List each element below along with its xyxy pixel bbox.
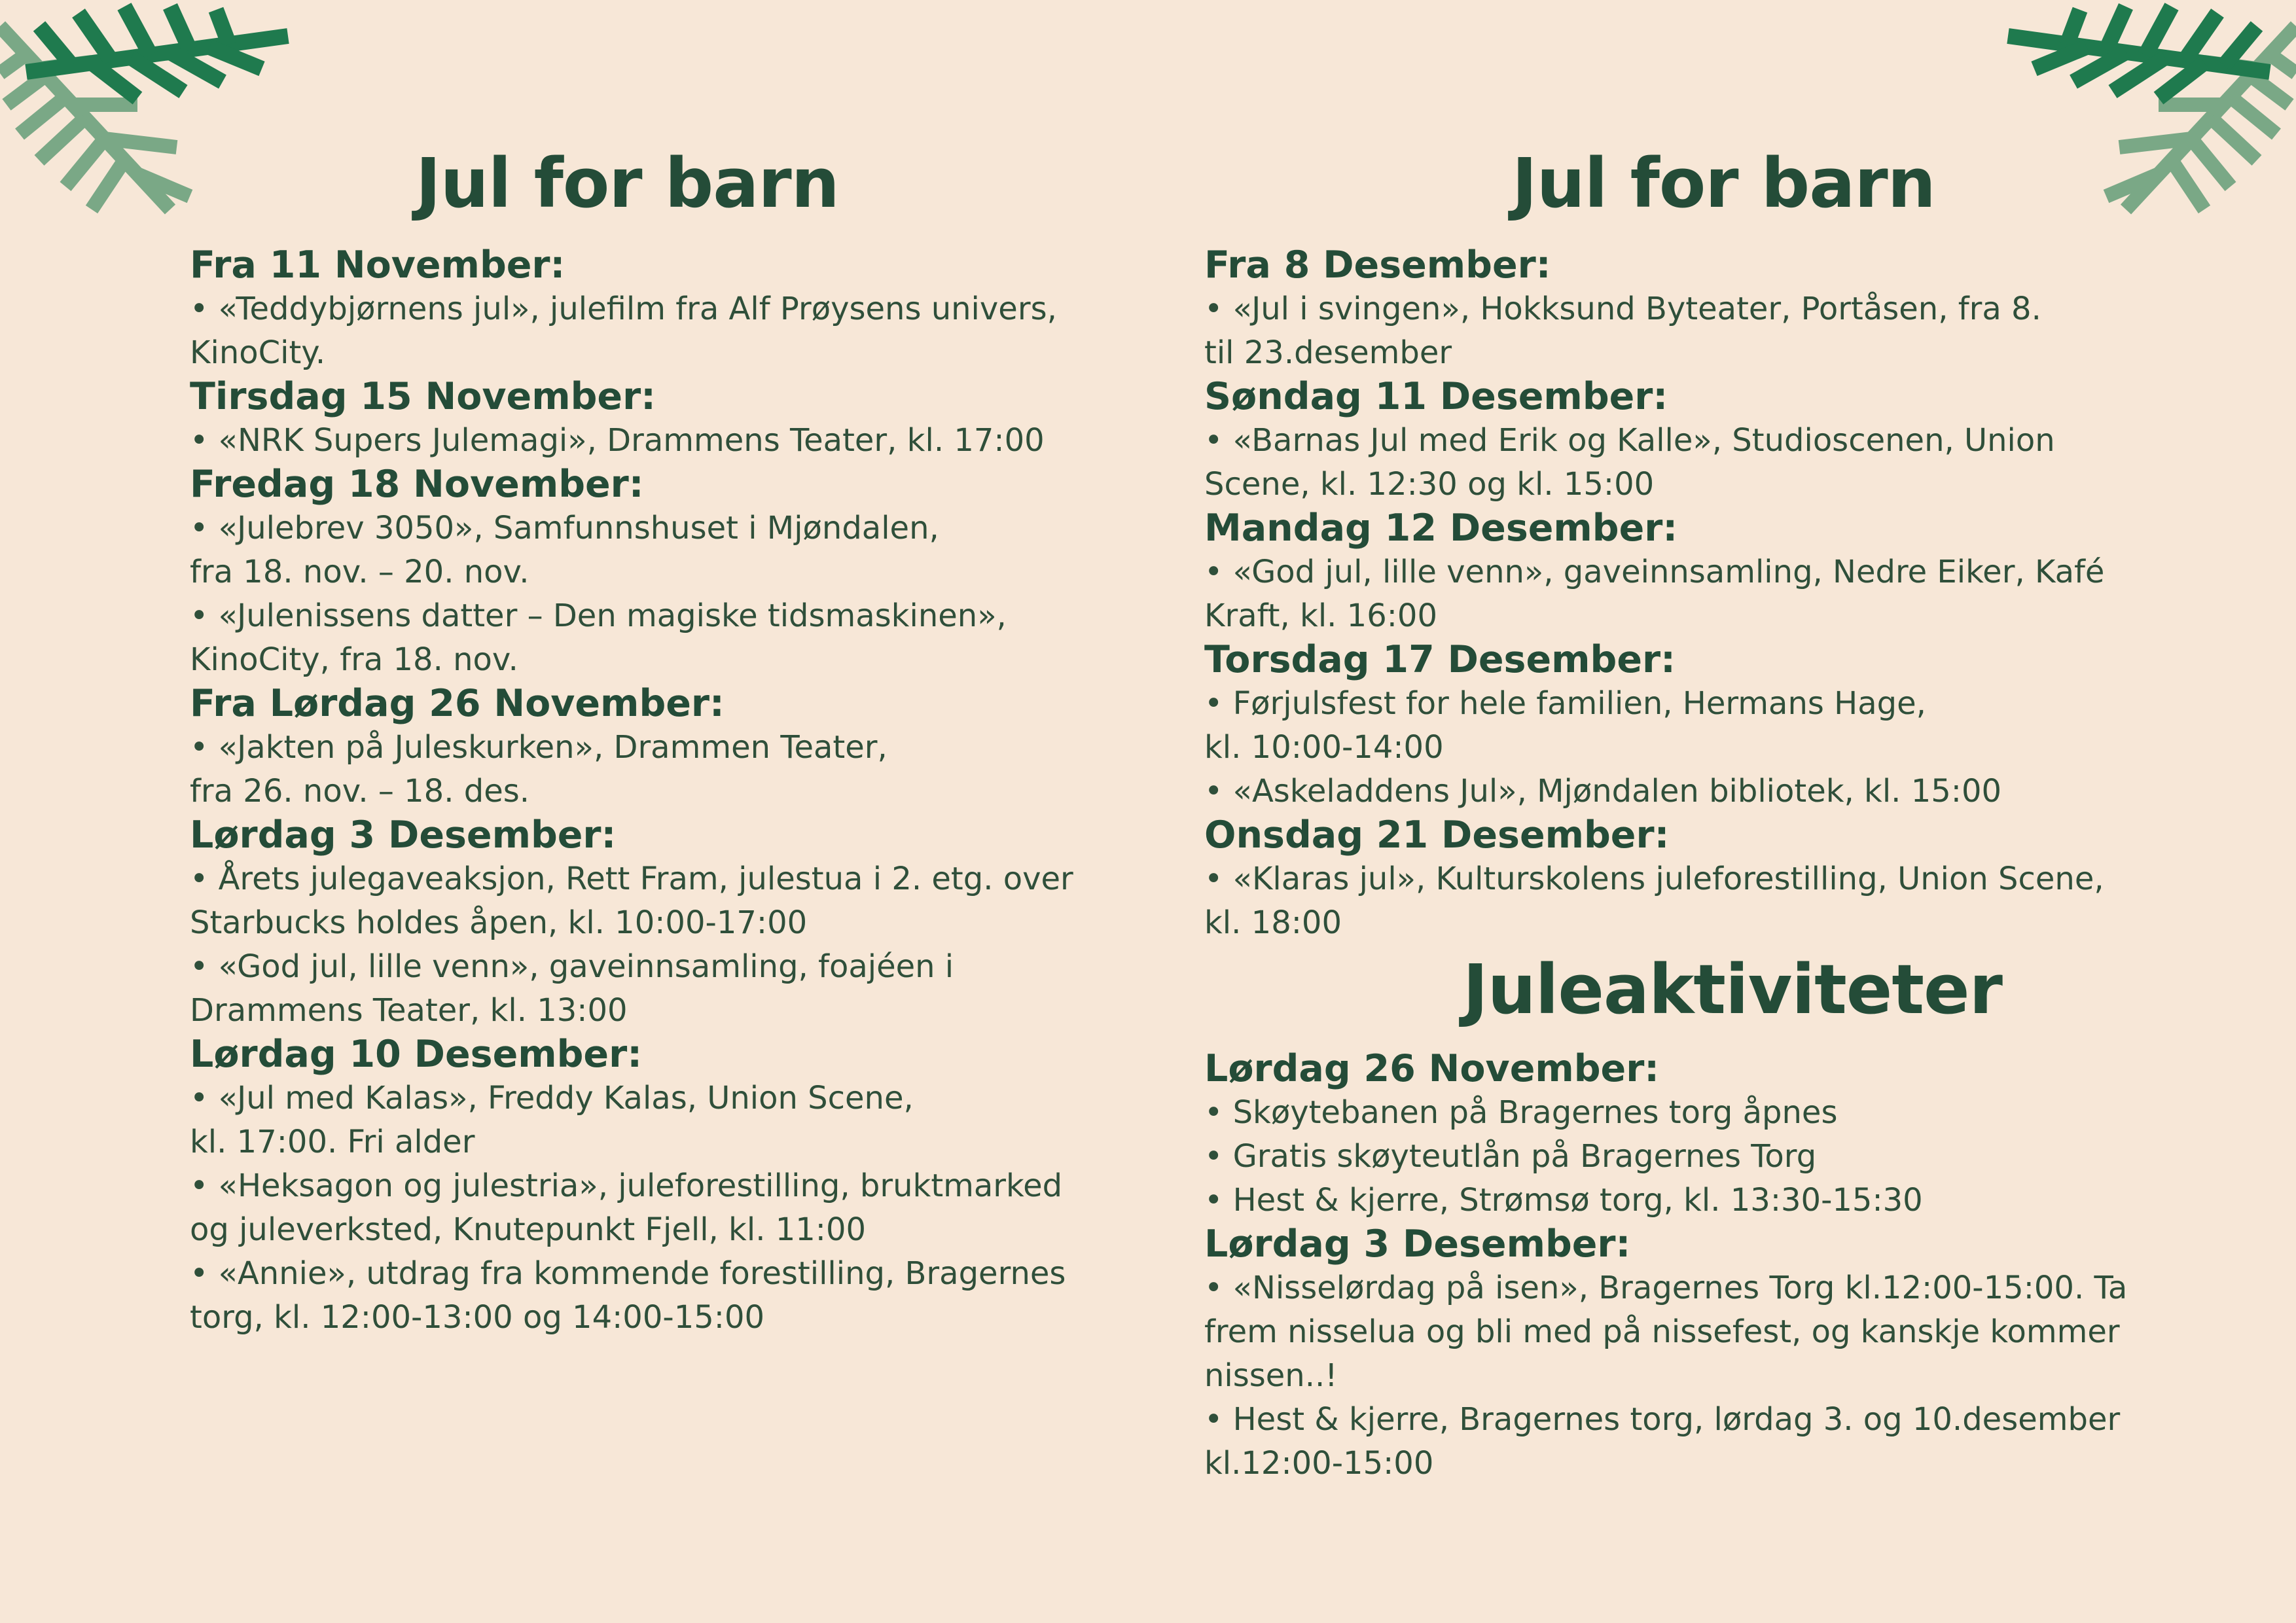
- section-date-heading: Fra 8 Desember:: [1204, 243, 1551, 287]
- section-date-heading: Torsdag 17 Desember:: [1204, 638, 1676, 681]
- event-item: • «Annie», utdrag fra kommende forestilling, Bragernes torg, kl. 12:00-13:00 og 14:00-15:00: [190, 1255, 1066, 1336]
- activities-heading: Juleaktiviteter: [1463, 950, 2002, 1029]
- event-item: • Hest & kjerre, Bragernes torg, lørdag 3. og 10.desember kl.12:00-15:00: [1204, 1401, 2121, 1482]
- section-date-heading: Fra Lørdag 26 November:: [190, 682, 725, 725]
- activities-list: [1204, 1047, 2127, 1486]
- left-event-list: [190, 243, 1073, 1340]
- event-item: • «Nisselørdag på isen», Bragernes Torg kl.12:00-15:00. Ta frem nisselua og bli med på nissefest, og kanskje kommer nissen..!: [1204, 1270, 2128, 1394]
- section-date-heading: Mandag 12 Desember:: [1204, 507, 1678, 550]
- right-heading: Jul for barn: [1512, 143, 1935, 223]
- section-date-heading: Fredag 18 November:: [190, 463, 644, 506]
- section-date-heading: Fra 11 November:: [190, 243, 565, 287]
- event-item: • «Askeladdens Jul», Mjøndalen bibliotek, kl. 15:00: [1204, 773, 2002, 810]
- left-heading: Jul for barn: [416, 143, 839, 223]
- section-date-heading: Søndag 11 Desember:: [1204, 375, 1668, 418]
- event-item: • «Barnas Jul med Erik og Kalle», Studioscenen, Union Scene, kl. 12:30 og kl. 15:00: [1204, 422, 2055, 503]
- event-item: • Skøytebanen på Bragernes torg åpnes: [1204, 1094, 1838, 1131]
- event-item: • «Jul i svingen», Hokksund Byteater, Portåsen, fra 8. til 23.desember: [1204, 291, 2041, 371]
- event-item: • «God jul, lille venn», gaveinnsamling, foajéen i Drammens Teater, kl. 13:00: [190, 948, 954, 1029]
- event-item: • Årets julegaveaksjon, Rett Fram, julestua i 2. etg. over Starbucks holdes åpen, kl. 10:00-17:00: [190, 861, 1073, 941]
- event-item: • «Klaras jul», Kulturskolens juleforestilling, Union Scene, kl. 18:00: [1204, 861, 2104, 941]
- event-item: • «Jul med Kalas», Freddy Kalas, Union Scene, kl. 17:00. Fri alder: [190, 1080, 914, 1160]
- event-item: • Hest & kjerre, Strømsø torg, kl. 13:30-15:30: [1204, 1182, 1923, 1219]
- event-item: • «Julebrev 3050», Samfunnshuset i Mjøndalen, fra 18. nov. – 20. nov.: [190, 510, 939, 590]
- section-date-heading: Onsdag 21 Desember:: [1204, 813, 1670, 857]
- section-date-heading: Lørdag 26 November:: [1204, 1047, 1660, 1090]
- event-item: • «Teddybjørnens jul», julefilm fra Alf Prøysens univers, KinoCity.: [190, 291, 1057, 371]
- event-item: • Førjulsfest for hele familien, Hermans Hage, kl. 10:00-14:00: [1204, 685, 1926, 766]
- section-date-heading: Tirsdag 15 November:: [190, 375, 656, 418]
- section-date-heading: Lørdag 3 Desember:: [190, 813, 617, 857]
- event-item: • Gratis skøyteutlån på Bragernes Torg: [1204, 1138, 1817, 1175]
- pine-branch-icon: [0, 0, 308, 223]
- event-item: • «NRK Supers Julemagi», Drammens Teater, kl. 17:00: [190, 422, 1045, 459]
- right-event-list: [1204, 243, 2104, 945]
- event-item: • «Heksagon og julestria», juleforestilling, bruktmarked og juleverksted, Knutepunkt Fjell, kl. 11:00: [190, 1168, 1063, 1248]
- event-item: • «Jakten på Juleskurken», Drammen Teater, fra 26. nov. – 18. des.: [190, 729, 888, 810]
- section-date-heading: Lørdag 10 Desember:: [190, 1033, 642, 1076]
- pine-branch-icon: [1988, 0, 2296, 223]
- event-item: • «God jul, lille venn», gaveinnsamling, Nedre Eiker, Kafé Kraft, kl. 16:00: [1204, 554, 2105, 634]
- event-item: • «Julenissens datter – Den magiske tidsmaskinen», KinoCity, fra 18. nov.: [190, 597, 1007, 678]
- section-date-heading: Lørdag 3 Desember:: [1204, 1222, 1631, 1266]
